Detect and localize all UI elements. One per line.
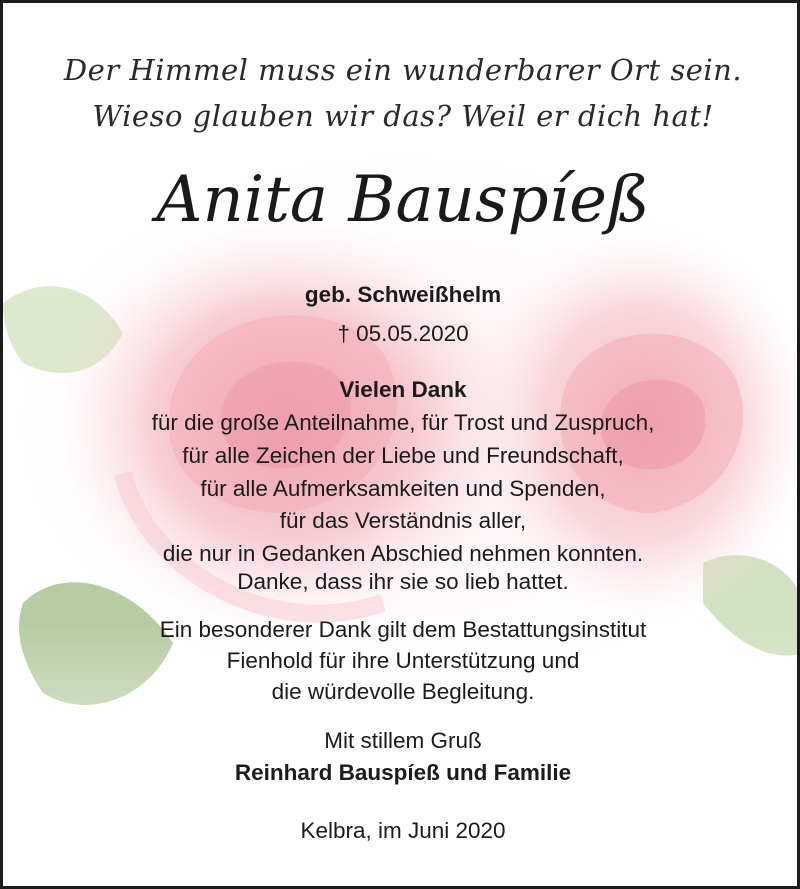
thanks-line: für alle Aufmerksamkeiten und Spenden, [200, 476, 606, 501]
family-signature: Reinhard Bauspíeß und Familie [234, 760, 572, 785]
thanks-line: die nur in Gedanken Abschied nehmen konnten. [162, 541, 644, 566]
thanks-line: für alle Zeichen der Liebe und Freundschaft, [182, 443, 624, 468]
closing-greeting: Mit stillem Gruß [324, 728, 482, 753]
maiden-name: geb. Schweißhelm [304, 282, 502, 307]
thanks-line: für die große Anteilnahme, für Trost und Zuspruch, [151, 410, 655, 435]
thanks-line: Danke, dass ihr sie so lieb hattet. [237, 569, 569, 594]
death-date: † 05.05.2020 [337, 321, 469, 346]
deceased-name: Anita Bauspíeß [156, 163, 650, 237]
special-thanks-line: Ein besonderer Dank gilt dem Bestattungsinstitut [159, 617, 647, 642]
special-thanks-line: die würdevolle Begleitung. [271, 679, 535, 704]
quote-line-2: Wieso glauben wir das? Weil er dich hat! [92, 99, 714, 133]
thanks-line: für das Verständnis aller, [279, 508, 527, 533]
quote-line-1: Der Himmel muss ein wunderbarer Ort sein. [63, 53, 743, 87]
special-thanks-line: Fienhold für ihre Unterstützung und [226, 648, 580, 673]
thanks-heading: Vielen Dank [339, 377, 467, 402]
place-date: Kelbra, im Juni 2020 [300, 818, 506, 843]
